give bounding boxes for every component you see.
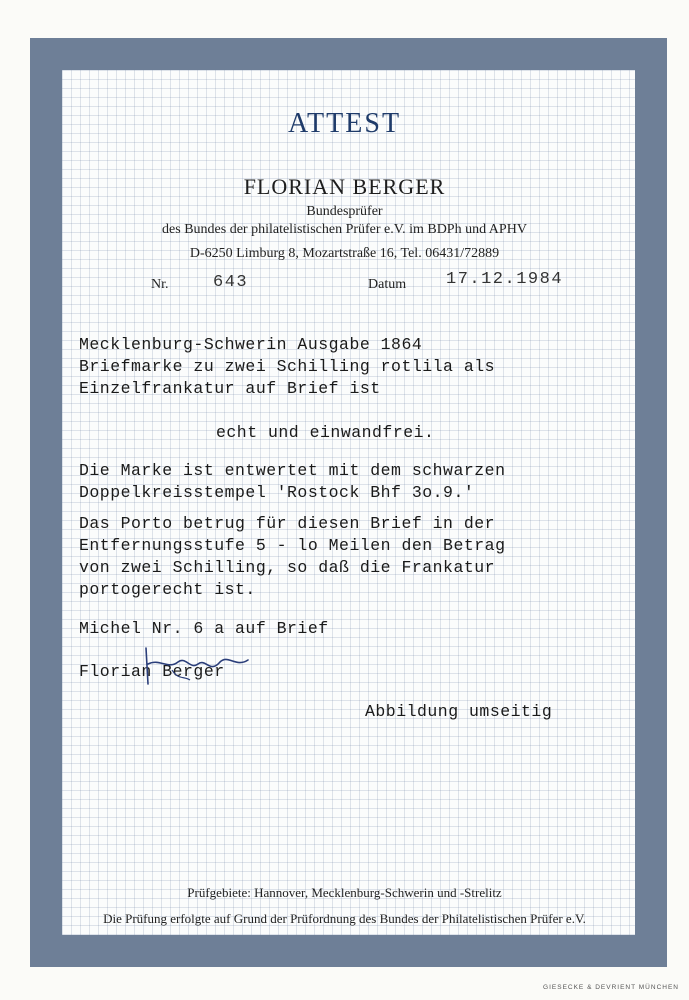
examiner-title: Bundesprüfer [306,204,383,219]
porto-line: Das Porto betrug für diesen Brief in der [79,514,496,533]
address-line: D-6250 Limburg 8, Mozartstraße 16, Tel. 06431/72889 [189,246,500,261]
examination-areas: Prüfgebiete: Hannover, Mecklenburg-Schwerin und -Strelitz [187,885,502,900]
number-value: 643 [213,273,249,292]
michel-reference: Michel Nr. 6 a auf Brief [79,619,329,638]
porto-line: von zwei Schilling, so daß die Frankatur [79,558,496,577]
regulation-note: Die Prüfung erfolgte auf Grund der Prüfordnung des Bundes der Philatelistischen Prüfer e.V. [103,911,586,926]
handwritten-signature [138,640,268,690]
cancel-line: Die Marke ist entwertet mit dem schwarzen [79,461,506,480]
date-label: Datum [368,277,407,292]
number-label: Nr. [151,277,169,292]
date-value: 17.12.1984 [446,270,564,289]
illustration-note: Abbildung umseitig [365,702,553,721]
porto-line: Entfernungsstufe 5 - lo Meilen den Betrag [79,536,506,555]
examiner-name: FLORIAN BERGER [243,174,446,199]
verdict-line: echt und einwandfrei. [216,423,435,442]
association-line: des Bundes der philatelistischen Prüfer e.V. im BDPh und APHV [162,222,527,237]
body-line: Mecklenburg-Schwerin Ausgabe 1864 [79,335,423,354]
porto-line: portogerecht ist. [79,580,256,599]
body-line: Einzelfrankatur auf Brief ist [79,379,381,398]
body-line: Briefmarke zu zwei Schilling rotlila als [79,357,496,376]
printer-imprint: GIESECKE & DEVRIENT MÜNCHEN [543,984,679,991]
certificate-title: ATTEST [287,108,402,139]
signature-name: Florian Berger [79,662,225,681]
cancel-line: Doppelkreisstempel 'Rostock Bhf 3o.9.' [79,483,475,502]
